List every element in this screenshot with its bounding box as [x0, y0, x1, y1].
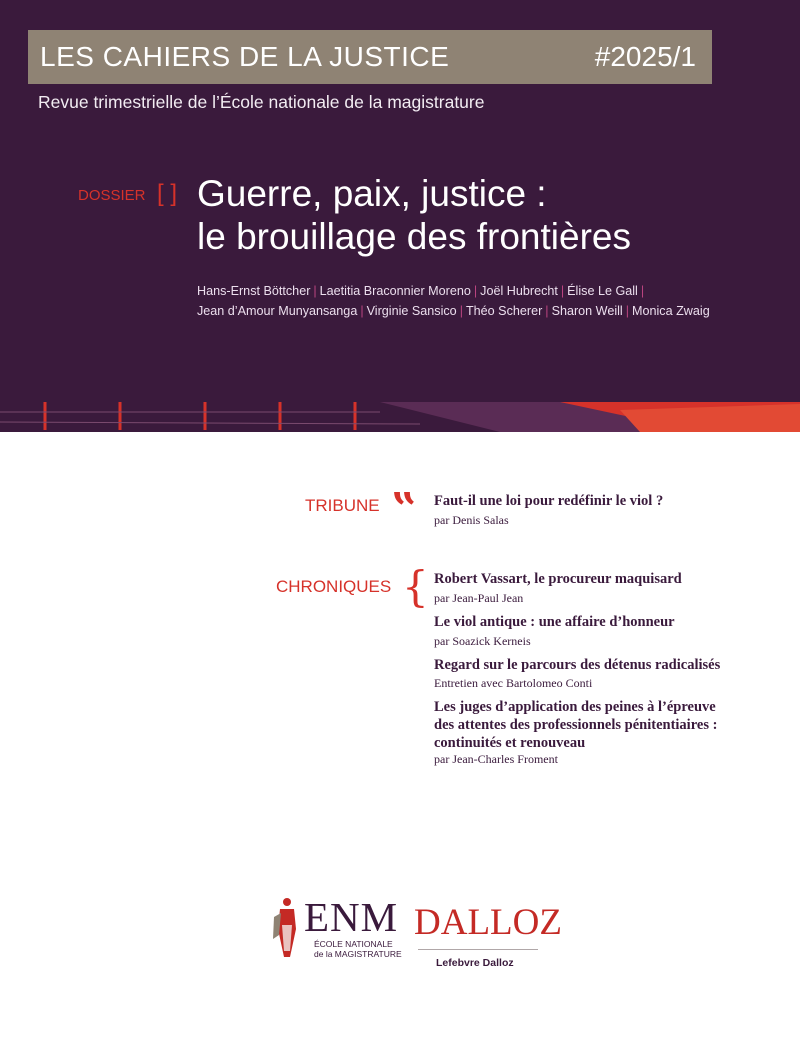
chronique-byline: par Jean-Paul Jean	[434, 591, 524, 605]
chronique-title: Robert Vassart, le procureur maquisard	[434, 571, 682, 587]
chronique-title-multiline	[434, 698, 779, 752]
chronique-title-line: Les juges d’application des peines à l’épreuve	[434, 699, 716, 715]
author: Jean d’Amour Munyansanga	[197, 304, 358, 318]
authors-line2	[197, 301, 777, 321]
chronique-byline: par Jean-Charles Froment	[434, 752, 558, 766]
author: Virginie Sansico	[366, 304, 457, 318]
dalloz-logo-text: DALLOZ	[414, 902, 562, 943]
decorative-photo-strip	[0, 402, 800, 432]
author-separator: |	[625, 304, 630, 318]
chronique-byline: Entretien avec Bartolomeo Conti	[434, 676, 593, 690]
author: Théo Scherer	[465, 304, 543, 318]
tribune-title: Faut-il une loi pour redéfinir le viol ?	[434, 493, 664, 509]
author: Hans-Ernst Böttcher	[197, 284, 311, 298]
quote-icon: ‟	[392, 484, 418, 535]
author-separator: |	[360, 304, 364, 318]
chronique-title-line: des attentes des professionnels pénitentiaires :	[434, 717, 718, 733]
enm-logo-subtitle	[314, 939, 402, 959]
author-separator: |	[459, 304, 463, 318]
dossier-title	[197, 172, 787, 258]
chronique-title-line: continuités et renouveau	[434, 735, 586, 751]
author-separator: |	[313, 284, 317, 298]
dossier-label: DOSSIER	[78, 187, 146, 204]
journal-name: LES CAHIERS DE LA JUSTICE	[40, 41, 450, 72]
logo-divider	[418, 949, 538, 950]
author-separator: |	[473, 284, 478, 298]
enm-logo-text: ENM	[304, 894, 399, 940]
enm-sub-line2: de la MAGISTRATURE	[314, 949, 402, 959]
chronique-title: Regard sur le parcours des détenus radicalisés	[434, 657, 721, 673]
title-band	[28, 30, 712, 84]
cover-header	[0, 0, 800, 402]
chroniques-label: CHRONIQUES	[276, 577, 392, 596]
architecture-strip-image	[0, 402, 800, 432]
author: Élise Le Gall	[567, 284, 638, 298]
publisher-logos	[268, 893, 562, 983]
chronique-title: Le viol antique : une affaire d’honneur	[434, 614, 675, 630]
dossier-bracket-icon: [ ]	[157, 180, 178, 207]
tribune-byline: par Denis Salas	[434, 513, 509, 527]
author: Joël Hubrecht	[480, 284, 558, 298]
tribune-label: TRIBUNE	[305, 496, 380, 515]
author-separator: |	[560, 284, 565, 298]
lefebvre-dalloz-text: Lefebvre Dalloz	[436, 957, 514, 969]
dossier-title-line2: le brouillage des frontières	[197, 216, 631, 257]
enm-emblem-icon	[268, 895, 302, 965]
dossier-authors	[197, 281, 777, 321]
enm-sub-line1: ÉCOLE NATIONALE	[314, 939, 393, 949]
issue-number: #2025/1	[594, 41, 696, 72]
journal-subtitle: Revue trimestrielle de l’École nationale de la magistrature	[38, 92, 485, 112]
author-separator: |	[640, 284, 645, 298]
dossier-title-line1: Guerre, paix, justice :	[197, 173, 547, 214]
author: Laetitia Braconnier Moreno	[319, 284, 471, 298]
brace-icon: {	[402, 562, 429, 611]
author: Monica Zwaig	[632, 304, 710, 318]
chronique-byline: par Soazick Kerneis	[434, 634, 531, 648]
authors-line1	[197, 281, 777, 301]
author-separator: |	[545, 304, 549, 318]
author: Sharon Weill	[551, 304, 623, 318]
